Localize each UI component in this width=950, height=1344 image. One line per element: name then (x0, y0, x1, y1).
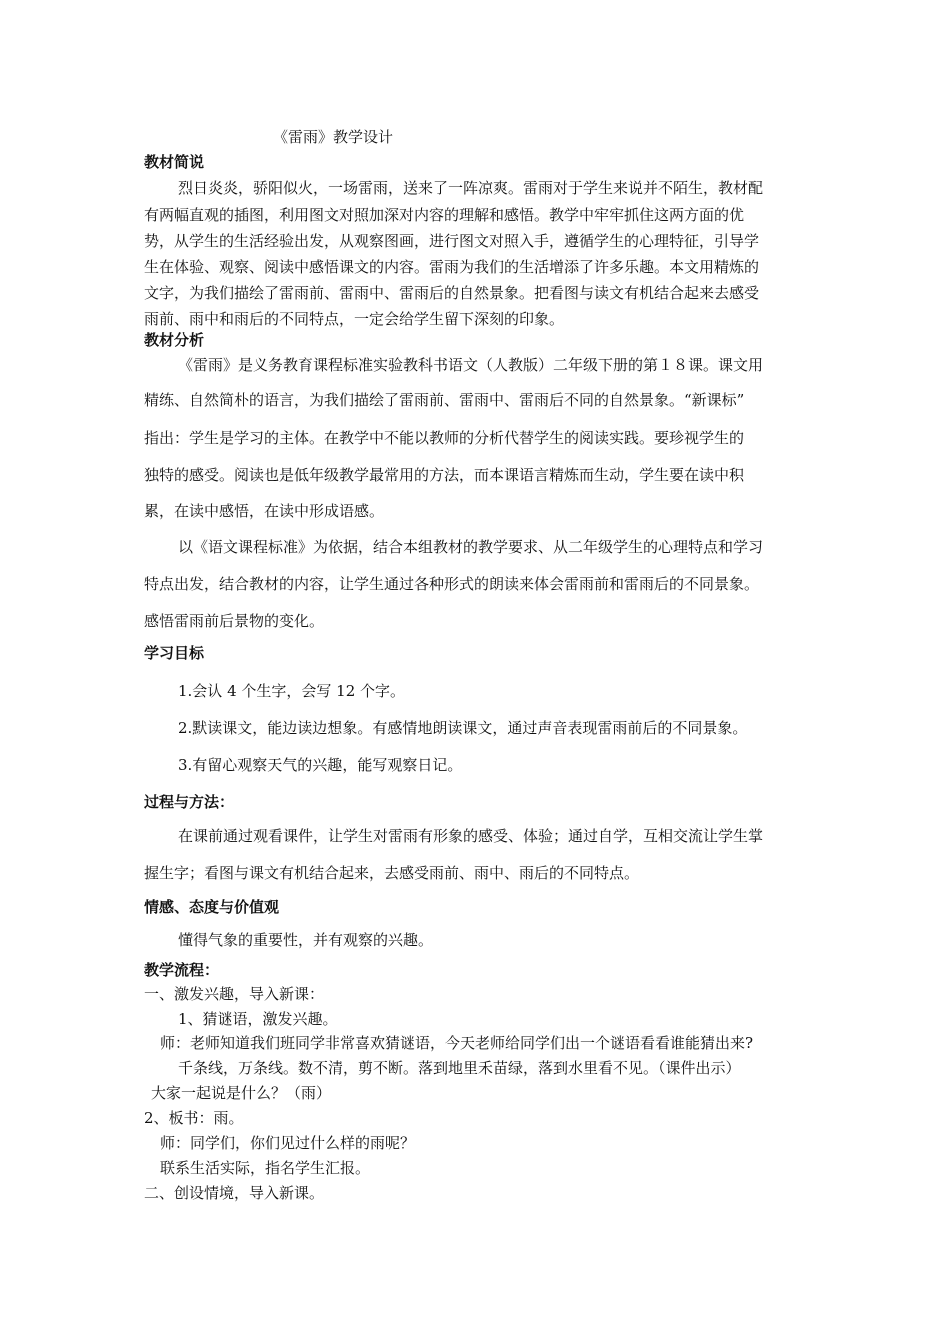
paragraph-line: 《雷雨》是义务教育课程标准实验教科书语文（人教版）二年级下册的第１８课。课文用 (178, 356, 764, 374)
paragraph-line: 指出：学生是学习的主体。在教学中不能以教师的分析代替学生的阅读实践。要珍视学生的 (144, 429, 745, 447)
paragraph-line: 特点出发，结合教材的内容，让学生通过各种形式的朗读来体会雷雨前和雷雨后的不同景象。 (144, 575, 760, 593)
paragraph-line: 生在体验、观察、阅读中感悟课文的内容。雷雨为我们的生活增添了许多乐趣。本文用精炼的 (144, 258, 760, 276)
paragraph-line: 雨前、雨中和雨后的不同特点，一定会给学生留下深刻的印象。 (144, 310, 565, 328)
flow-line: 大家一起说是什么？（雨） (151, 1084, 332, 1102)
goal-item: 1.会认 4 个生字，会写 12 个字。 (178, 682, 406, 700)
paragraph-line: 有两幅直观的插图，利用图文对照加深对内容的理解和感悟。教学中牢牢抓住这两方面的优 (144, 206, 745, 224)
paragraph-line: 文字，为我们描绘了雷雨前、雷雨中、雷雨后的自然景象。把看图与读文有机结合起来去感受 (144, 284, 760, 302)
flow-line: 1、猜谜语，激发兴趣。 (178, 1010, 338, 1028)
paragraph-line: 懂得气象的重要性，并有观察的兴趣。 (178, 931, 434, 949)
paragraph-line: 在课前通过观看课件，让学生对雷雨有形象的感受、体验；通过自学，互相交流让学生掌 (178, 827, 764, 845)
section-heading-learning-goals: 学习目标 (144, 644, 205, 662)
flow-line: 联系生活实际，指名学生汇报。 (160, 1159, 371, 1177)
paragraph-line: 独特的感受。阅读也是低年级教学最常用的方法，而本课语言精炼而生动，学生要在读中积 (144, 466, 745, 484)
flow-line: 二、创设情境，导入新课。 (144, 1184, 325, 1202)
flow-line: 一、激发兴趣，导入新课： (144, 985, 325, 1003)
goal-item: 3.有留心观察天气的兴趣，能写观察日记。 (178, 756, 463, 774)
paragraph-line: 以《语文课程标准》为依据，结合本组教材的教学要求、从二年级学生的心理特点和学习 (178, 538, 764, 556)
document-title: 《雷雨》教学设计 (273, 128, 394, 146)
section-heading-process-methods: 过程与方法： (144, 793, 235, 811)
flow-line: 师：老师知道我们班同学非常喜欢猜谜语，今天老师给同学们出一个谜语看看谁能猜出来? (160, 1034, 754, 1052)
paragraph-line: 感悟雷雨前后景物的变化。 (144, 612, 325, 630)
section-heading-values: 情感、态度与价值观 (144, 898, 280, 916)
flow-line: 2、板书：雨。 (144, 1109, 244, 1127)
section-heading-textbook-analysis: 教材分析 (144, 331, 205, 349)
flow-line: 千条线，万条线。数不清，剪不断。落到地里禾苗绿，落到水里看不见。（课件出示） (178, 1059, 741, 1077)
paragraph-line: 精练、自然简朴的语言，为我们描绘了雷雨前、雷雨中、雷雨后不同的自然景象。“新课标” (144, 391, 745, 409)
section-heading-textbook-intro: 教材简说 (144, 153, 205, 171)
goal-item: 2.默读课文，能边读边想象。有感情地朗读课文，通过声音表现雷雨前后的不同景象。 (178, 719, 748, 737)
flow-line: 师：同学们，你们见过什么样的雨呢？ (160, 1134, 416, 1152)
section-heading-teaching-flow: 教学流程： (144, 961, 220, 979)
paragraph-line: 累，在读中感悟，在读中形成语感。 (144, 502, 385, 520)
paragraph-line: 握生字；看图与课文有机结合起来，去感受雨前、雨中、雨后的不同特点。 (144, 864, 640, 882)
paragraph-line: 势，从学生的生活经验出发，从观察图画，进行图文对照入手，遵循学生的心理特征，引导学 (144, 232, 760, 250)
paragraph-line: 烈日炎炎，骄阳似火，一场雷雨，送来了一阵凉爽。雷雨对于学生来说并不陌生，教材配 (178, 179, 764, 197)
